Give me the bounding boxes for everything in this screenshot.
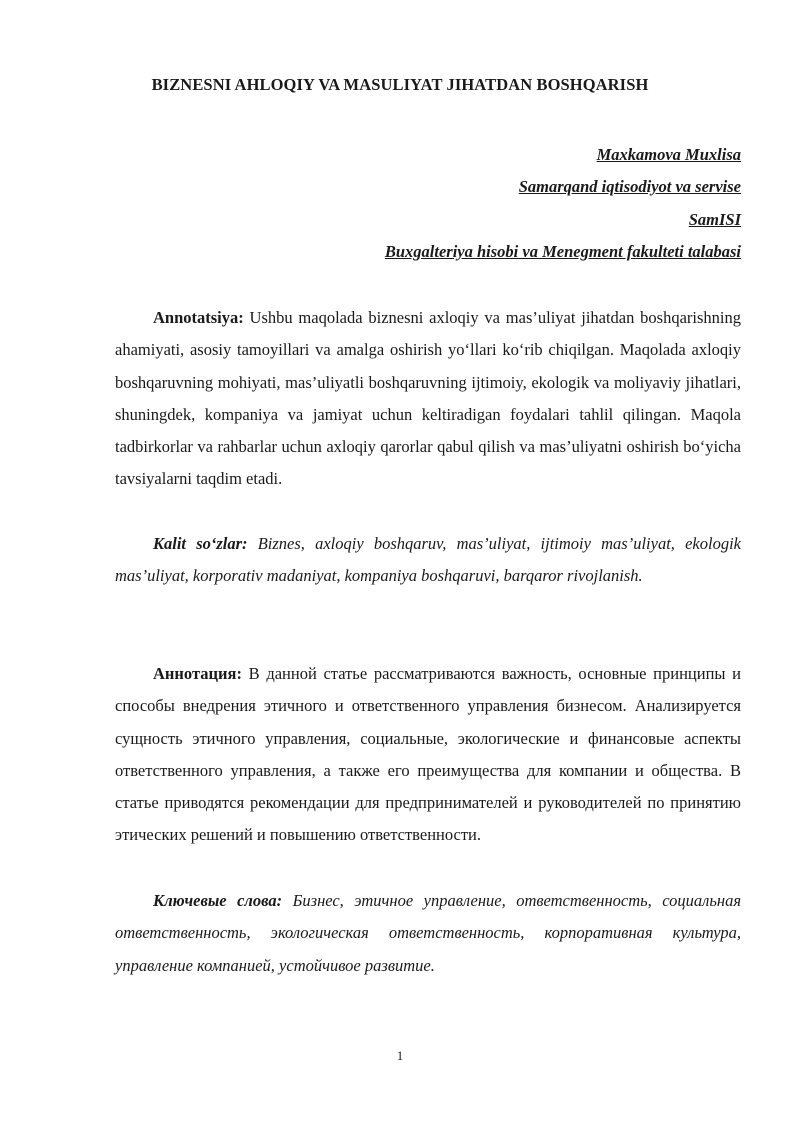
abstract-ru-label: Аннотация: xyxy=(153,664,242,683)
keywords-uz-text: Biznes, axloqiy boshqaruv, mas’uliyat, ijtimoiy mas’uliyat, ekologik mas’uliyat, korporativ madaniyat, kompaniya boshqaruvi, barqaror rivojlanish. xyxy=(115,534,741,586)
keywords-uz-label: Kalit so‘zlar: xyxy=(153,534,248,553)
author-institution: Samarqand iqtisodiyot va servise xyxy=(518,177,741,196)
abstract-ru xyxy=(115,658,741,852)
abstract-ru-text: В данной статье рассматриваются важность, основные принципы и способы внедрения этичного и ответственного управления бизнесом. Анализируется сущность этичного управления, социальные, экологические и финансовые аспекты ответственного управления, а также его преимущества для компании и общества. В статье приводятся рекомендации для предпринимателей и руководителей по принятию этических решений и повышению ответственности. xyxy=(115,664,741,845)
page-number: 1 xyxy=(396,1048,404,1063)
paper-title: BIZNESNI AHLOQIY VA MASULIYAT JIHATDAN BOSHQARISH xyxy=(151,75,649,94)
keywords-uz xyxy=(115,528,741,593)
keywords-ru-text: Бизнес, этичное управление, ответственность, социальная ответственность, экологическая ответственность, корпоративная культура, управление компанией, устойчивое развитие. xyxy=(115,891,741,975)
author-institution-abbr: SamISI xyxy=(688,210,741,229)
author-faculty: Buxgalteriya hisobi va Menegment fakulteti talabasi xyxy=(384,242,741,261)
keywords-ru xyxy=(115,885,741,982)
abstract-uz-label: Annotatsiya: xyxy=(153,308,244,327)
abstract-uz-text: Ushbu maqolada biznesni axloqiy va mas’uliyat jihatdan boshqarishning ahamiyati, asosiy tamoyillari va amalga oshirish yo‘llari ko‘rib chiqilgan. Maqolada axloqiy boshqaruvning mohiyati, mas’uliyatli boshqaruvning ijtimoiy, ekologik va moliyaviy jihatlari, shuningdek, kompaniya va jamiyat uchun keltiradigan foydalari tahlil qilingan. Maqola tadbirkorlar va rahbarlar uchun axloqiy qarorlar qabul qilish va mas’uliyatni oshirish bo‘yicha tavsiyalarni taqdim etadi. xyxy=(115,308,741,489)
author-name: Maxkamova Muxlisa xyxy=(596,145,741,164)
keywords-ru-label: Ключевые слова: xyxy=(153,891,283,910)
abstract-uz xyxy=(115,302,741,496)
